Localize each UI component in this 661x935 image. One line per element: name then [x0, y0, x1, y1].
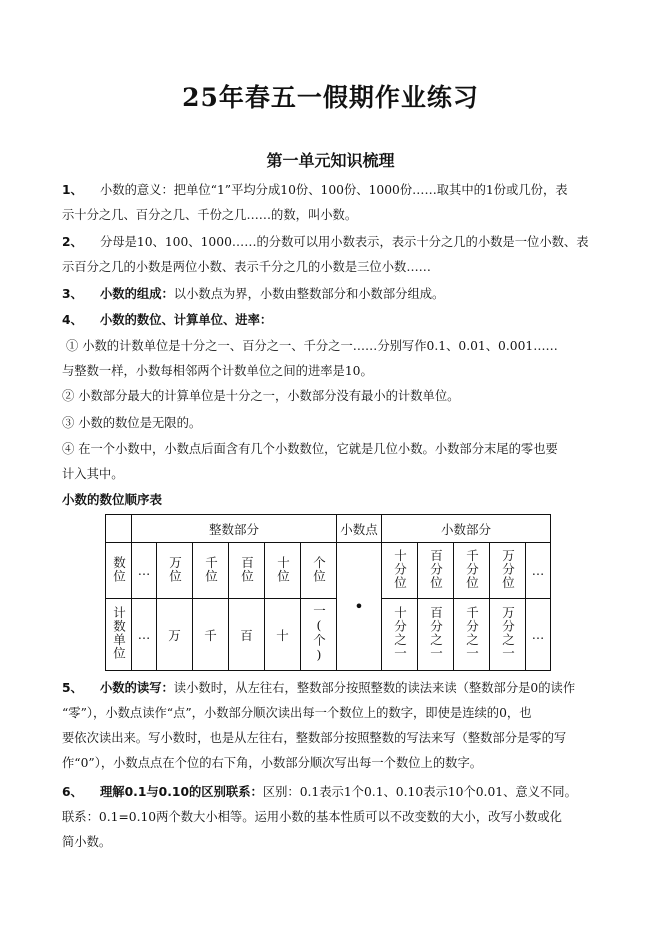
item-4 — [62, 308, 610, 333]
item-number: 6、 — [62, 785, 83, 799]
sub-item-text: ② 小数部分最大的计算单位是十分之一，小数部分没有最小的计数单位。 — [62, 389, 460, 403]
unit-cell: 十 — [265, 599, 301, 671]
row-label-unit: 计数单位 — [106, 599, 132, 671]
item-text-cont: 作“0”），小数点点在个位的右下角，小数部分顺次写出每一个数位上的数字。 — [62, 756, 483, 770]
place-cell: 万位 — [157, 543, 193, 599]
unit-cell: 百 — [229, 599, 265, 671]
dec-unit-cell: 十分之一 — [382, 599, 418, 671]
item-heading: 小数的数位、计算单位、进率： — [100, 313, 273, 327]
sub-item-1 — [62, 334, 614, 384]
ellipsis-cell: … — [132, 543, 157, 599]
item-text-cont: 示百分之几的小数是两位小数、表示千分之几的小数是三位小数…… — [62, 260, 431, 274]
section-title: 第一单元知识梳理 — [266, 151, 395, 170]
header-decimal: 小数部分 — [382, 515, 551, 543]
sub-item-2 — [62, 384, 610, 409]
corner-cell — [106, 515, 132, 543]
item-text-cont: 要依次读出来。写小数时，也是从左往右，整数部分按照整数的写法来写（整数部分是零的写 — [62, 731, 567, 745]
item-number: 3、 — [62, 287, 83, 301]
item-text-cont: “零”），小数点读作“点”，小数部分顺次读出每一个数位上的数字，即使是连续的0，也 — [62, 706, 532, 720]
sub-item-text-cont: 计入其中。 — [62, 467, 124, 481]
unit-cell: 万 — [157, 599, 193, 671]
header-integer: 整数部分 — [132, 515, 337, 543]
ellipsis-cell: … — [132, 599, 157, 671]
dec-place-cell: 千分位 — [454, 543, 490, 599]
place-cell: 个位 — [301, 543, 337, 599]
item-text: 小数的意义：把单位“1”平均分成10份、100份、1000份……取其中的1份或几份，表 — [100, 183, 568, 197]
row-label-place: 数位 — [106, 543, 132, 599]
place-cell: 十位 — [265, 543, 301, 599]
item-heading: 小数的组成： — [100, 287, 174, 301]
dec-unit-cell: 千分之一 — [454, 599, 490, 671]
place-cell: 千位 — [193, 543, 229, 599]
item-6 — [62, 780, 610, 855]
sub-item-text: ① 小数的计数单位是十分之一、百分之一、千分之一……分别写作0.1、0.01、0.001…… — [66, 339, 558, 353]
ellipsis-cell: … — [526, 543, 551, 599]
table-title: 小数的数位顺序表 — [62, 492, 163, 507]
sub-item-text: ③ 小数的数位是无限的。 — [62, 416, 202, 430]
dec-place-cell: 百分位 — [418, 543, 454, 599]
item-3 — [62, 282, 610, 307]
place-cell: 百位 — [229, 543, 265, 599]
item-text-cont: 简小数。 — [62, 835, 112, 849]
item-heading: 小数的读写： — [100, 681, 174, 695]
item-number: 1、 — [62, 183, 83, 197]
header-point: 小数点 — [337, 515, 382, 543]
item-number: 2、 — [62, 235, 83, 249]
item-number: 4、 — [62, 313, 83, 327]
item-5 — [62, 676, 610, 776]
sub-item-text: ④ 在一个小数中，小数点后面含有几个小数数位，它就是几位小数。小数部分末尾的零也要 — [62, 442, 558, 456]
page-title: 25年春五一假期作业练习 — [182, 83, 479, 112]
item-text: 读小数时，从左往右，整数部分按照整数的读法来读（整数部分是0的读作 — [173, 681, 576, 695]
item-text: 以小数点为界，小数由整数部分和小数部分组成。 — [173, 287, 445, 301]
decimal-point-cell: • — [337, 543, 382, 671]
item-heading: 理解0.1与0.10的区别联系： — [100, 785, 263, 799]
item-text: 分母是10、100、1000……的分数可以用小数表示，表示十分之几的小数是一位小数、表 — [100, 235, 589, 249]
sub-item-text-cont: 与整数一样，小数每相邻两个计数单位之间的进率是10。 — [62, 364, 373, 378]
item-1 — [62, 178, 610, 228]
unit-cell: 一(个) — [301, 599, 337, 671]
item-number: 5、 — [62, 681, 83, 695]
item-text: 区别：0.1表示1个0.1、0.10表示10个0.01、意义不同。 — [262, 785, 577, 799]
dec-unit-cell: 百分之一 — [418, 599, 454, 671]
place-value-table — [105, 514, 551, 671]
dec-place-cell: 万分位 — [490, 543, 526, 599]
dec-unit-cell: 万分之一 — [490, 599, 526, 671]
item-text-cont: 示十分之几、百分之几、千份之几……的数，叫小数。 — [62, 208, 358, 222]
ellipsis-cell: … — [526, 599, 551, 671]
unit-cell: 千 — [193, 599, 229, 671]
sub-item-3 — [62, 411, 610, 436]
sub-item-4 — [62, 437, 610, 487]
item-2 — [62, 230, 610, 280]
item-text-cont: 联系：0.1=0.10两个数大小相等。运用小数的基本性质可以不改变数的大小，改写小数或化 — [62, 810, 562, 824]
dec-place-cell: 十分位 — [382, 543, 418, 599]
